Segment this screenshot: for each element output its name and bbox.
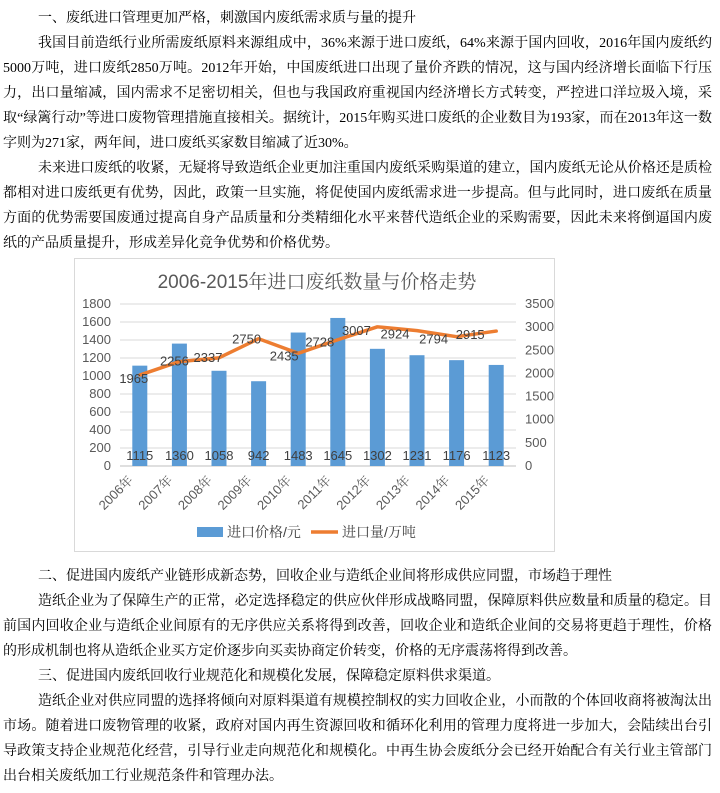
- left-axis-tick-label: 600: [89, 404, 111, 419]
- x-axis-category-label: 2014年: [412, 472, 453, 513]
- left-axis-tick-label: 1000: [82, 368, 111, 383]
- x-axis-category-label: 2013年: [372, 472, 414, 513]
- left-axis-tick-label: 1400: [82, 332, 111, 347]
- right-axis-tick-label: 2500: [525, 342, 554, 358]
- x-axis-category-label: 2011年: [294, 472, 334, 513]
- line-value-label: 2750: [232, 331, 262, 347]
- legend-label-bar-series: 进口价格/元: [227, 524, 301, 540]
- bar-value-label: 1231: [402, 448, 432, 463]
- right-axis-tick-label: 3500: [525, 296, 554, 311]
- bar-value-label: 1176: [442, 448, 471, 463]
- right-axis-tick-label: 0: [525, 458, 533, 473]
- bar-value-label: 1115: [126, 448, 154, 463]
- line-value-label: 2435: [269, 348, 299, 364]
- line-value-label: 2337: [193, 349, 223, 365]
- line-value-label: 2728: [305, 334, 335, 350]
- left-axis-tick-label: 0: [103, 458, 111, 473]
- section-2-paragraph-1: 造纸企业为了保障生产的正常，必定选择稳定的供应伙伴形成战略同盟，保障原料供应数量和质量的稳定。目前国内回收企业与造纸企业间原有的无序供应关系将得到改善，回收企业和造纸企业间的交易将更趋于理性，价格的形成机制也将从造纸企业买方定价逐步向买卖协商定价转变，价格的无序震荡将得到改善。: [3, 594, 712, 659]
- chart-canvas: [75, 259, 554, 551]
- bar-value-label: 942: [247, 448, 270, 463]
- chart-title: 2006-2015年进口废纸数量与价格走势: [157, 272, 477, 293]
- x-axis-category-label: 2008年: [174, 472, 216, 513]
- legend-swatch-bar-series: [197, 527, 223, 537]
- bar-value-label: 1360: [164, 448, 194, 463]
- section-1-heading: 一、废纸进口管理更加严格，刺激国内废纸需求质与量的提升: [38, 11, 416, 26]
- left-axis-tick-label: 1600: [82, 314, 111, 329]
- section-2-heading: 二、促进国内废纸产业链形成新态势，回收企业与造纸企业间将形成供应同盟，市场趋于理性: [38, 569, 612, 584]
- right-axis-tick-label: 2000: [525, 365, 554, 381]
- section-3-paragraph-1: 造纸企业对供应同盟的选择将倾向对原料渠道有规模控制权的实力回收企业，小而散的个体回收商将被淘汰出市场。随着进口废物管理的收紧，政府对国内再生资源回收和循环化利用的管理力度将进一步加大，会陆续出台引导政策支持企业规范化经营，引导行业走向规范化和规模化。中再生协会废纸分会已经开始配合有关行业主管部门出台相关废纸加工行业规范条件和管理办法。: [3, 694, 712, 784]
- left-axis-tick-label: 200: [89, 440, 111, 455]
- left-axis-tick-label: 400: [89, 422, 111, 437]
- section-3-heading: 三、促进国内废纸回收行业规范化和规模化发展，保障稳定原料供求渠道。: [38, 669, 500, 684]
- right-axis-tick-label: 1500: [525, 388, 554, 404]
- right-axis-tick-label: 3000: [525, 319, 554, 335]
- legend-label-line-series: 进口量/万吨: [342, 524, 416, 540]
- left-axis-tick-label: 1800: [82, 296, 111, 311]
- section-1-paragraph-2: 未来进口废纸的收紧，无疑将导致造纸企业更加注重国内废纸采购渠道的建立，国内废纸无论从价格还是质检都相对进口废纸更有优势，因此，政策一旦实施，将促使国内废纸需求进一步提高。但与此同时，进口废纸在质量方面的优势需要国废通过提高自身产品质量和分类精细化水平来替代造纸企业的采购需要，因此未来将倒逼国内废纸的产品质量提升，形成差异化竞争优势和价格优势。: [3, 161, 712, 251]
- x-axis-category-label: 2006年: [95, 472, 136, 513]
- bar-value-label: 1483: [283, 448, 313, 463]
- right-axis-tick-label: 500: [525, 434, 547, 450]
- bar-value-label: 1645: [323, 448, 353, 463]
- left-axis-tick-label: 1200: [82, 350, 111, 365]
- line-value-label: 1965: [119, 371, 149, 387]
- x-axis-category-label: 2007年: [135, 472, 176, 513]
- x-axis-category-label: 2010年: [254, 472, 295, 513]
- right-axis-tick-label: 1000: [525, 411, 554, 427]
- x-axis-category-label: 2012年: [333, 472, 374, 513]
- line-value-label: 3007: [341, 322, 371, 338]
- line-value-label: 2794: [419, 331, 449, 347]
- line-value-label: 2915: [455, 327, 485, 343]
- line-value-label: 2924: [380, 326, 410, 342]
- waste-paper-import-chart: [74, 258, 555, 552]
- line-value-label: 2256: [159, 353, 189, 369]
- section-1-paragraph-1: 我国目前造纸行业所需废纸原料来源组成中，36%来源于进口废纸，64%来源于国内回收，2016年国内废纸约5000万吨，进口废纸2850万吨。2012年开始，中国废纸进口出现了量价齐跌的情况，这与国内经济增长面临下行压力，出口量缩减，国内需求不足密切相关，但也与我国政府重视国内经济增长方式转变，严控进口洋垃圾入境，采取“绿篱行动”等进口废物管理措施直接相关。据统计，2015年购买进口废纸的企业数目为193家，而在2013年这一数字则为271家，两年间，进口废纸买家数目缩减了近30%。: [3, 36, 712, 151]
- x-axis-category-label: 2015年: [452, 472, 493, 513]
- bar-value-label: 1058: [204, 448, 234, 463]
- bar-value-label: 1302: [362, 448, 392, 463]
- left-axis-tick-label: 800: [89, 386, 111, 401]
- x-axis-category-label: 2009年: [214, 472, 255, 513]
- bar-value-label: 1123: [482, 448, 511, 463]
